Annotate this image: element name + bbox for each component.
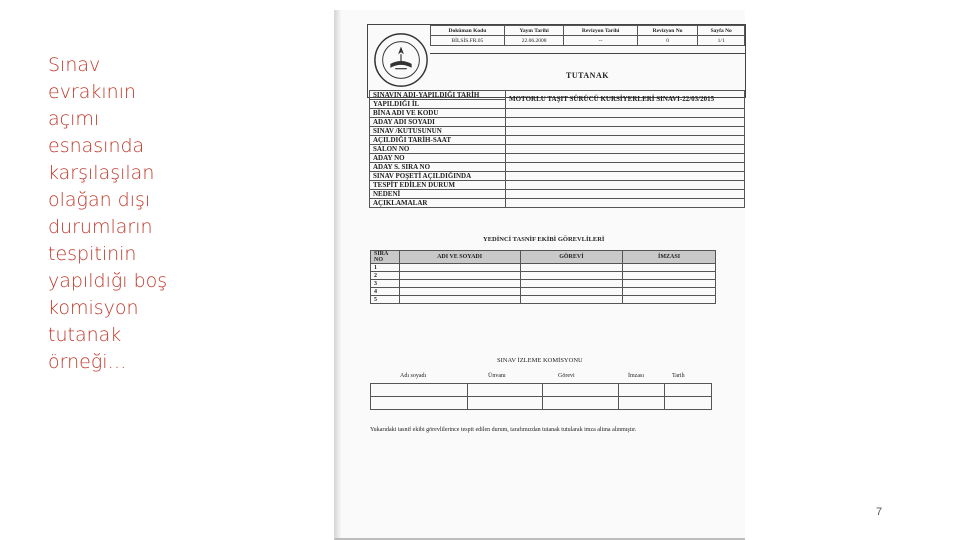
team-row <box>371 264 716 272</box>
team-row <box>371 272 716 280</box>
info-row <box>370 118 745 127</box>
watch-row <box>371 384 712 397</box>
team-section-title: YEDİNCİ TASNİF EKİBİ GÖREVLİLERİ <box>483 236 605 243</box>
header-value: 1/1 <box>698 36 745 46</box>
watch-section-title: SINAV İZLEME KOMİSYONU <box>497 357 583 364</box>
watch-row <box>371 397 712 410</box>
info-value <box>505 109 744 118</box>
caption-line: tespitinin <box>48 243 137 265</box>
caption-line: olağan dışı <box>48 189 151 211</box>
info-label: YAPILDIĞI İL <box>370 100 506 109</box>
info-row <box>370 127 745 136</box>
header-value: BİLSİS.FR.05 <box>431 36 505 46</box>
team-col: ADI VE SOYADI <box>399 251 520 264</box>
scanned-form <box>334 10 745 540</box>
ministry-seal-icon <box>372 31 430 89</box>
team-row-no: 5 <box>371 296 400 304</box>
info-label: TESPİT EDİLEN DURUM <box>370 181 506 190</box>
info-row <box>370 190 745 199</box>
info-row <box>370 199 745 208</box>
info-value <box>505 154 744 163</box>
watch-col: Adı soyadı <box>400 373 427 379</box>
team-row-no: 3 <box>371 280 400 288</box>
document-title: TUTANAK <box>430 53 745 98</box>
info-label: SINAVIN ADI-YAPILDIĞI TARİH <box>370 91 506 100</box>
info-value <box>505 190 744 199</box>
info-label: SINAV POŞETİ AÇILDIĞINDA <box>370 172 506 181</box>
info-label: BİNA ADI VE KODU <box>370 109 506 118</box>
info-label: SALON NO <box>370 145 506 154</box>
form-header <box>367 24 746 98</box>
info-label: NEDENİ <box>370 190 506 199</box>
caption-line: evrakının <box>48 81 137 103</box>
header-value: 0 <box>637 36 698 46</box>
info-value <box>505 199 744 208</box>
info-value <box>505 118 744 127</box>
slide-number: 7 <box>876 506 883 518</box>
info-row <box>370 154 745 163</box>
watch-col: Tarih <box>672 373 685 379</box>
info-value <box>505 136 744 145</box>
header-meta-table <box>430 25 745 46</box>
info-value <box>505 145 744 154</box>
header-value: 22.06.2008 <box>504 36 564 46</box>
info-value <box>505 127 744 136</box>
header-col: Doküman Kodu <box>431 26 505 36</box>
team-col: İMZASI <box>623 251 716 264</box>
team-col: GÖREVİ <box>520 251 622 264</box>
team-table <box>370 250 716 304</box>
info-row <box>370 163 745 172</box>
info-label: AÇIKLAMALAR <box>370 199 506 208</box>
caption-line: örneği… <box>48 351 127 373</box>
info-label: ADAY ADI SOYADI <box>370 118 506 127</box>
info-value <box>505 172 744 181</box>
watch-col: Ünvanı <box>488 373 506 379</box>
info-label: ADAY S. SIRA NO <box>370 163 506 172</box>
team-row <box>371 296 716 304</box>
caption-line: tutanak <box>48 324 122 346</box>
info-label: ADAY NO <box>370 154 506 163</box>
caption-line: karşılaşılan <box>48 162 155 184</box>
header-col: Revizyon Tarihi <box>564 26 637 36</box>
caption-line: durumların <box>48 216 153 238</box>
header-col: Yayın Tarihi <box>504 26 564 36</box>
info-value <box>505 181 744 190</box>
info-table <box>369 90 745 208</box>
caption-line: esnasında <box>48 135 145 157</box>
info-row <box>370 109 745 118</box>
team-row <box>371 288 716 296</box>
team-row <box>371 280 716 288</box>
watch-col: İmzası <box>628 373 644 379</box>
info-row <box>370 172 745 181</box>
info-row <box>370 145 745 154</box>
team-row-no: 1 <box>371 264 400 272</box>
header-col: Revizyon No <box>637 26 698 36</box>
header-col: Sayfa No <box>698 26 745 36</box>
info-value <box>505 163 744 172</box>
caption-line: komisyon <box>48 297 139 319</box>
caption-line: Sınav <box>48 54 101 76</box>
header-meta <box>430 25 745 53</box>
caption-line: yapıldığı boş <box>48 270 168 292</box>
team-row-no: 4 <box>371 288 400 296</box>
form-footer-text: Yukarıdaki tasnif ekibi görevlilerince tespit edilen durum, tarafımızdan tutanak tutularak imza altına alınmıştır. <box>370 427 637 433</box>
caption-line: açımı <box>48 108 100 130</box>
watch-col: Görevi <box>558 373 575 379</box>
info-row <box>370 136 745 145</box>
watch-table <box>370 383 712 410</box>
info-row <box>370 91 745 100</box>
team-row-no: 2 <box>371 272 400 280</box>
slide-caption <box>48 52 198 376</box>
team-col: SIRA NO <box>371 251 400 264</box>
header-value: -- <box>564 36 637 46</box>
info-label: SINAV /KUTUSUNUN <box>370 127 506 136</box>
info-row <box>370 181 745 190</box>
info-value: MOTORLU TAŞIT SÜRÜCÜ KURSİYERLERİ SINAVI-22/03/2015 <box>505 91 744 109</box>
info-label: AÇILDIĞI TARİH-SAAT <box>370 136 506 145</box>
